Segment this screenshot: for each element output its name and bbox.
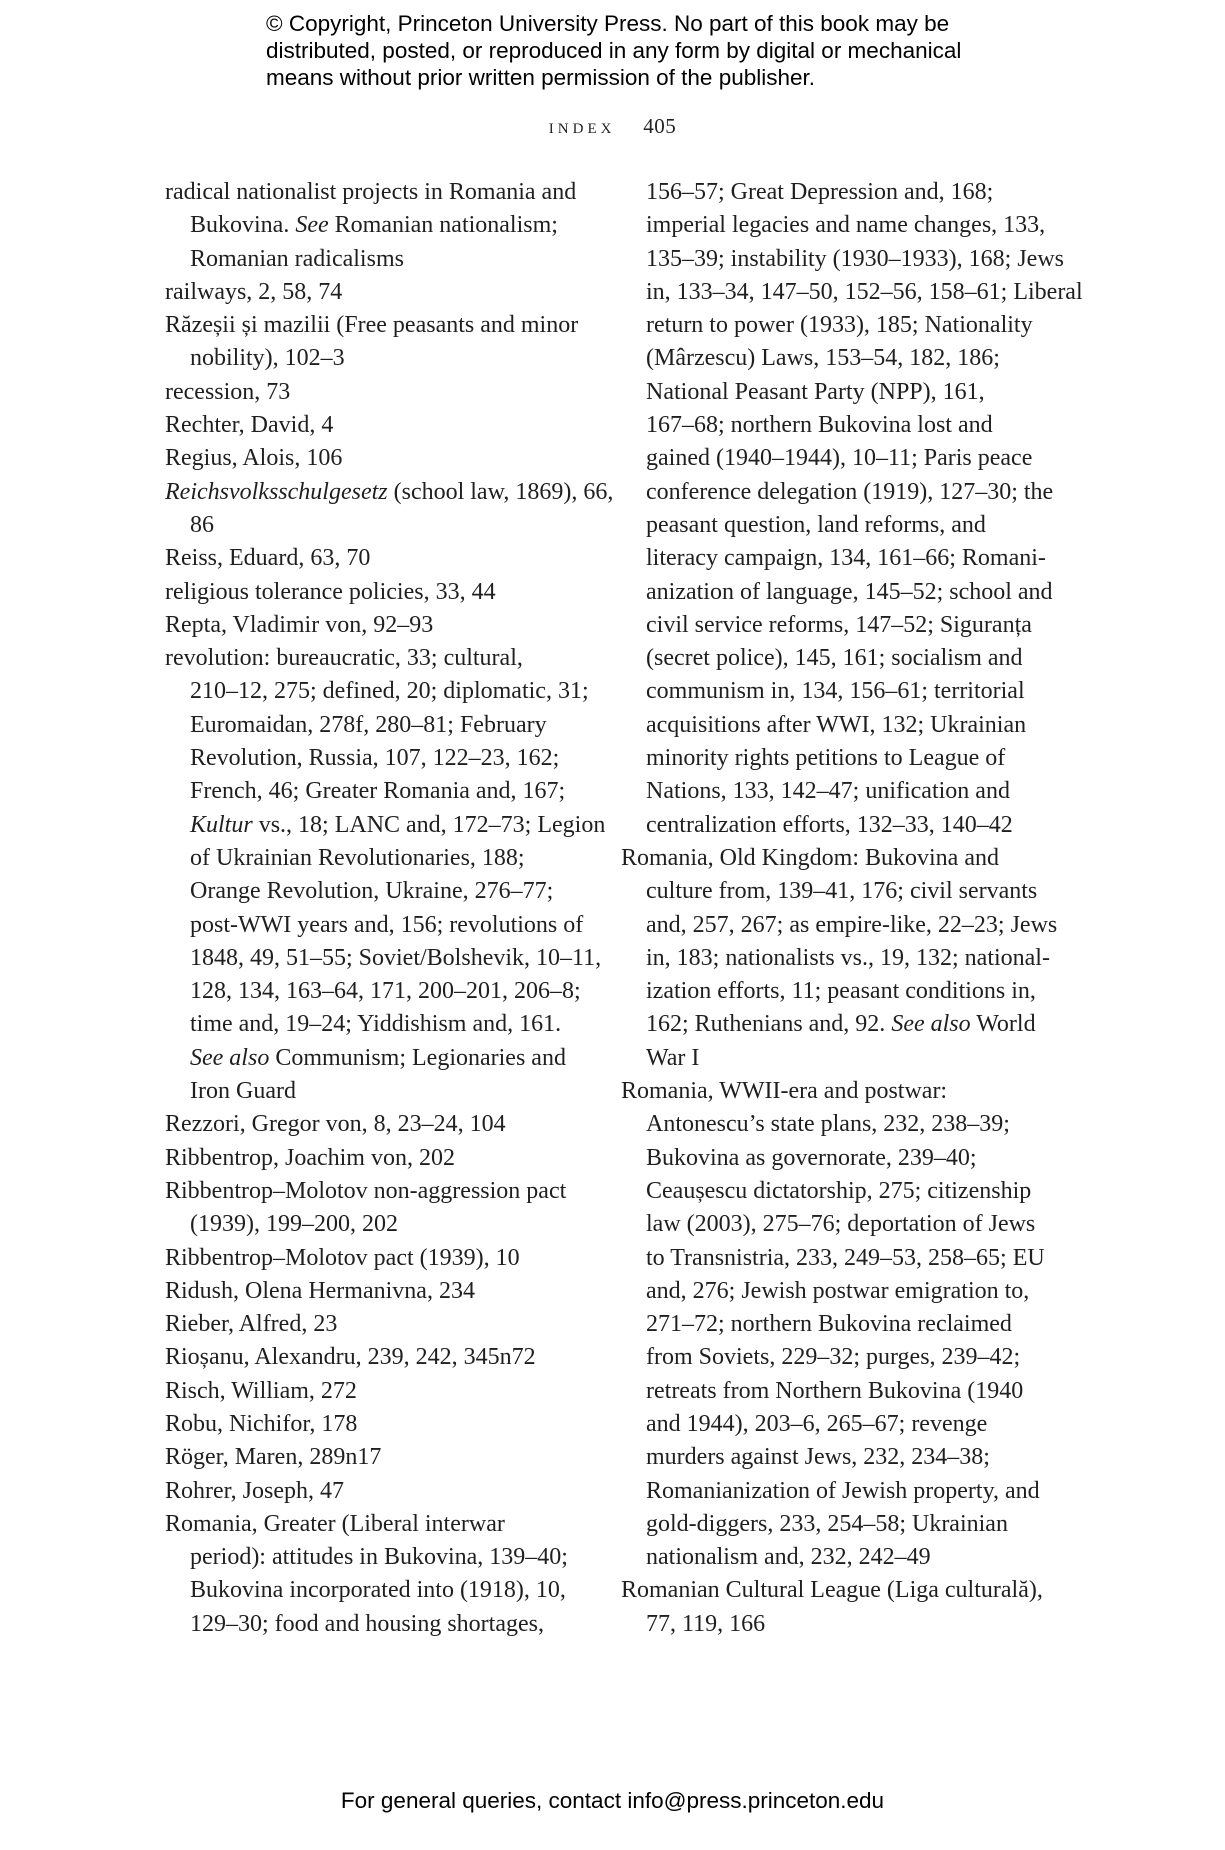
- index-entry-subline: Nations, 133, 142–47; unification and: [646, 778, 1010, 805]
- index-entry-subline: ization efforts, 11; peasant conditions in,: [646, 978, 1036, 1005]
- index-entry: [165, 1242, 595, 1275]
- index-entry-subline: Bukovina. See Romanian nationalism;: [190, 212, 558, 239]
- index-entry: [165, 376, 595, 409]
- index-entry-subline: acquisitions after WWI, 132; Ukrainian: [646, 711, 1027, 738]
- index-entry-subline: 129–30; food and housing shortages,: [190, 1610, 544, 1637]
- copyright-line: © Copyright, Princeton University Press. No part of this book may be: [266, 11, 950, 36]
- index-entry-subline: 1848, 49, 51–55; Soviet/Bolshevik, 10–11,: [190, 944, 602, 971]
- index-entry-heading: religious tolerance policies, 33, 44: [165, 578, 496, 605]
- index-entry-subline: culture from, 139–41, 176; civil servants: [646, 878, 1038, 905]
- index-entry-heading: Romania, WWII-era and postwar:: [621, 1078, 948, 1105]
- index-entry-subline: nationalism and, 232, 242–49: [646, 1544, 931, 1571]
- index-entry: [621, 176, 1083, 842]
- index-entry: [165, 1308, 595, 1341]
- index-entry-heading: radical nationalist projects in Romania and: [165, 179, 577, 205]
- index-entry-heading: Ribbentrop–Molotov non-aggression pact: [165, 1177, 567, 1204]
- index-entry: [165, 1341, 595, 1374]
- index-entry-subline: French, 46; Greater Romania and, 167;: [190, 778, 566, 805]
- index-entry-heading: Rieber, Alfred, 23: [165, 1311, 338, 1338]
- index-entry-subline: retreats from Northern Bukovina (1940: [646, 1377, 1024, 1404]
- index-entry-heading: Romania, Old Kingdom: Bukovina and: [621, 844, 999, 871]
- index-entry-heading: Repta, Vladimir von, 92–93: [165, 611, 434, 638]
- index-entry: [621, 842, 1061, 1075]
- index-entry-subline: peasant question, land reforms, and: [646, 511, 986, 538]
- index-entry-subline: 156–57; Great Depression and, 168;: [646, 179, 994, 205]
- index-entry: [165, 176, 595, 276]
- index-entry-heading: Reiss, Eduard, 63, 70: [165, 545, 371, 572]
- index-entry-subline: communism in, 134, 156–61; territorial: [646, 678, 1025, 705]
- index-entry: [165, 1375, 595, 1408]
- index-entry-heading: revolution: bureaucratic, 33; cultural,: [165, 645, 523, 672]
- index-entry-subline: Orange Revolution, Ukraine, 276–77;: [190, 878, 554, 905]
- index-entry-subline: (1939), 199–200, 202: [190, 1211, 398, 1238]
- index-entry-subline: See also Communism; Legionaries and: [190, 1044, 566, 1071]
- index-entry: [165, 542, 595, 575]
- copyright-line: means without prior written permission of the publisher.: [266, 65, 816, 90]
- index-entry-subline: nobility), 102–3: [190, 345, 345, 372]
- index-entry-subline: minority rights petitions to League of: [646, 745, 1006, 772]
- index-entry-subline: Ceaușescu dictatorship, 275; citizenship: [646, 1177, 1032, 1204]
- index-entry: [165, 1275, 595, 1308]
- index-entry-subline: Revolution, Russia, 107, 122–23, 162;: [190, 745, 560, 772]
- index-entry: [165, 1142, 595, 1175]
- index-entry-heading: Romanian Cultural League (Liga culturală),: [621, 1577, 1043, 1604]
- index-entry-subline: return to power (1933), 185; Nationality: [646, 312, 1033, 339]
- index-entry-subline: Antonescu’s state plans, 232, 238–39;: [646, 1111, 1010, 1138]
- index-entry: [165, 1441, 595, 1474]
- index-entry-subline: and, 276; Jewish postwar emigration to,: [646, 1277, 1030, 1304]
- index-entry-subline: in, 133–34, 147–50, 152–56, 158–61; Liberal: [646, 278, 1083, 305]
- index-entry-heading: Röger, Maren, 289n17: [165, 1444, 382, 1471]
- index-entry-heading: Rohrer, Joseph, 47: [165, 1477, 345, 1504]
- index-entry-subline: 162; Ruthenians and, 92. See also World: [646, 1011, 1036, 1038]
- footer-contact: For general queries, contact info@press.princeton.edu: [340, 1788, 885, 1813]
- index-entry-subline: gold-diggers, 233, 254–58; Ukrainian: [646, 1510, 1008, 1537]
- running-head: [0, 114, 1225, 139]
- index-entry-heading: Răzeșii și mazilii (Free peasants and minor: [165, 312, 579, 339]
- index-entry-subline: 77, 119, 166: [646, 1610, 766, 1637]
- index-entry-subline: murders against Jews, 232, 234–38;: [646, 1444, 990, 1471]
- index-entry-heading: Regius, Alois, 106: [165, 445, 343, 472]
- index-entry-subline: Iron Guard: [190, 1078, 296, 1105]
- index-entry-subline: time and, 19–24; Yiddishism and, 161.: [190, 1011, 562, 1038]
- index-entry-heading: recession, 73: [165, 378, 291, 405]
- index-entry-subline: from Soviets, 229–32; purges, 239–42;: [646, 1344, 1021, 1371]
- index-entry: [165, 1108, 595, 1141]
- index-entry: [165, 576, 595, 609]
- copyright-notice: [266, 10, 1026, 91]
- index-entry-subline: (Mârzescu) Laws, 153–54, 182, 186;: [646, 345, 1000, 372]
- index-entry-subline: gained (1940–1944), 10–11; Paris peace: [646, 445, 1033, 472]
- index-entry-subline: 271–72; northern Bukovina reclaimed: [646, 1311, 1012, 1338]
- index-entry-subline: Bukovina as governorate, 239–40;: [646, 1144, 977, 1171]
- index-entry: [621, 1574, 1061, 1641]
- index-entry-heading: Robu, Nichifor, 178: [165, 1410, 358, 1437]
- index-entry-subline: post-WWI years and, 156; revolutions of: [190, 911, 584, 938]
- index-entry-subline: civil service reforms, 147–52; Siguranța: [646, 611, 1032, 638]
- index-entry-heading: Ribbentrop–Molotov pact (1939), 10: [165, 1244, 520, 1271]
- index-entry-heading: Rezzori, Gregor von, 8, 23–24, 104: [165, 1111, 506, 1138]
- index-entry-subline: to Transnistria, 233, 249–53, 258–65; EU: [646, 1244, 1045, 1271]
- index-entry-subline: (secret police), 145, 161; socialism and: [646, 645, 1023, 672]
- index-entry: [165, 609, 595, 642]
- index-entry-heading: Rioșanu, Alexandru, 239, 242, 345n72: [165, 1344, 536, 1371]
- copyright-line: distributed, posted, or reproduced in any form by digital or mechanical: [266, 38, 962, 63]
- page-number: 405: [643, 114, 677, 138]
- index-entry-heading: railways, 2, 58, 74: [165, 278, 343, 305]
- index-column-right: [621, 176, 1083, 1641]
- index-entry: [165, 1475, 595, 1508]
- index-entry-subline: Romanianization of Jewish property, and: [646, 1477, 1040, 1504]
- index-entry-subline: 167–68; northern Bukovina lost and: [646, 412, 993, 439]
- index-entry: [621, 1075, 1061, 1574]
- index-entry-heading: Ridush, Olena Hermanivna, 234: [165, 1277, 475, 1304]
- index-entry: [165, 1408, 595, 1441]
- index-entry-subline: law (2003), 275–76; deportation of Jews: [646, 1211, 1036, 1238]
- index-entry-subline: 86: [190, 511, 214, 538]
- index-entry-subline: centralization efforts, 132–33, 140–42: [646, 811, 1013, 838]
- index-entry: [165, 442, 595, 475]
- index-entry: [165, 476, 614, 543]
- index-entry: [165, 1175, 595, 1242]
- index-entry-subline: War I: [646, 1044, 700, 1071]
- index-entry: [165, 276, 595, 309]
- index-entry-subline: Bukovina incorporated into (1918), 10,: [190, 1577, 566, 1604]
- index-entry-heading: Risch, William, 272: [165, 1377, 357, 1404]
- index-entry-subline: in, 183; nationalists vs., 19, 132; national-: [646, 944, 1050, 971]
- index-entry-subline: of Ukrainian Revolutionaries, 188;: [190, 844, 525, 871]
- index-entry-subline: imperial legacies and name changes, 133,: [646, 212, 1046, 239]
- index-entry: [165, 309, 595, 376]
- index-entry-subline: Kultur vs., 18; LANC and, 172–73; Legion: [190, 811, 606, 838]
- index-entry-subline: conference delegation (1919), 127–30; the: [646, 478, 1054, 505]
- index-entry-subline: 128, 134, 163–64, 171, 200–201, 206–8;: [190, 978, 581, 1005]
- index-entry-subline: anization of language, 145–52; school and: [646, 578, 1053, 605]
- index-entry-subline: and 1944), 203–6, 265–67; revenge: [646, 1410, 988, 1437]
- running-head-section: index: [548, 114, 616, 138]
- index-entry-subline: 135–39; instability (1930–1933), 168; Jews: [646, 245, 1064, 272]
- index-entry-subline: and, 257, 267; as empire-like, 22–23; Jews: [646, 911, 1058, 938]
- index-entry-subline: period): attitudes in Bukovina, 139–40;: [190, 1544, 568, 1571]
- index-entry-heading: Reichsvolksschulgesetz (school law, 1869), 66,: [165, 478, 614, 505]
- index-entry-subline: National Peasant Party (NPP), 161,: [646, 378, 985, 405]
- index-entry: [165, 642, 606, 1108]
- index-entry-heading: Romania, Greater (Liberal interwar: [165, 1510, 505, 1537]
- index-entry-heading: Rechter, David, 4: [165, 412, 334, 439]
- index-entry-subline: 210–12, 275; defined, 20; diplomatic, 31;: [190, 678, 589, 705]
- index-entry: [165, 409, 595, 442]
- index-entry: [165, 1508, 595, 1641]
- index-entry-subline: literacy campaign, 134, 161–66; Romani-: [646, 545, 1046, 572]
- index-entry-heading: Ribbentrop, Joachim von, 202: [165, 1144, 455, 1171]
- index-column-left: [165, 176, 614, 1641]
- index-entry-subline: Euromaidan, 278f, 280–81; February: [190, 711, 547, 738]
- index-entry-subline: Romanian radicalisms: [190, 245, 404, 272]
